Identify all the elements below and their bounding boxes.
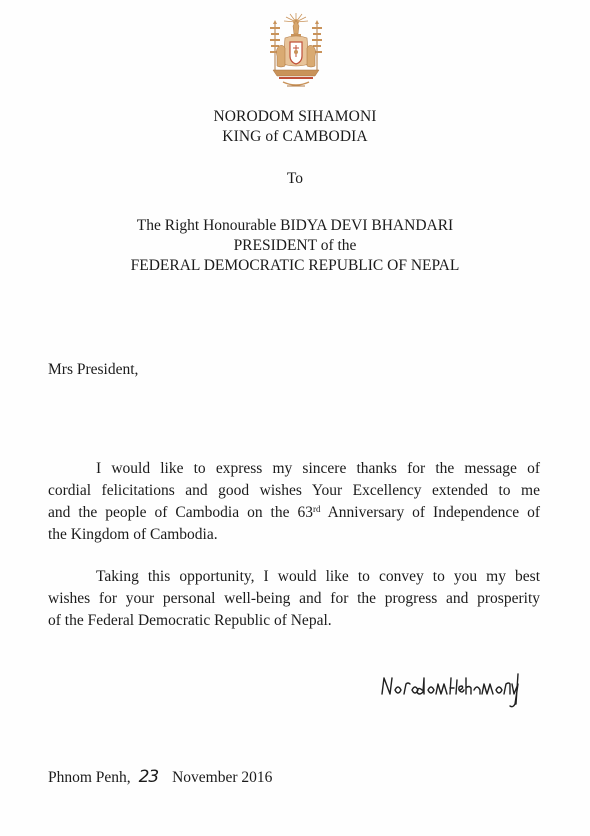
to-word: To <box>286 170 304 187</box>
sender-name: NORODOM SIHAMONI <box>213 108 377 125</box>
ordinal-suffix: rd <box>312 504 321 514</box>
recipient-country-line: FEDERAL DEMOCRATIC REPUBLIC OF NEPAL <box>130 257 460 274</box>
signature-image <box>378 664 528 710</box>
paragraph-line-text: Taking this opportunity, I would like to convey to you my best <box>96 568 540 585</box>
body-paragraph-2 <box>48 566 540 632</box>
salutation: Mrs President, <box>48 361 139 378</box>
paragraph-line: wishes for your personal well-being and for the progress and prosperity <box>48 590 540 607</box>
paragraph-line <box>48 502 540 524</box>
place-text: Phnom Penh, <box>48 769 131 786</box>
paragraph-line <box>48 458 540 480</box>
paragraph-line <box>48 566 540 588</box>
recipient-title-line: PRESIDENT of the <box>233 237 357 254</box>
closing-line <box>48 766 272 789</box>
paragraph-line: of the Federal Democratic Republic of Nepal. <box>48 612 332 629</box>
paragraph-line: cordial felicitations and good wishes Your Excellency extended to me <box>48 482 540 499</box>
recipient-name-line: The Right Honourable BIDYA DEVI BHANDARI <box>136 217 454 234</box>
sender-title: KING of CAMBODIA <box>222 128 368 145</box>
royal-arms-emblem-icon <box>263 12 329 92</box>
paragraph-line-text: Anniversary of Independence of <box>320 504 540 521</box>
paragraph-line-text: and the people of Cambodia on the 63 <box>48 504 313 521</box>
body-paragraph-1 <box>48 458 540 546</box>
paragraph-line: the Kingdom of Cambodia. <box>48 526 218 543</box>
month-year-text: November 2016 <box>172 769 273 786</box>
handwritten-day: 23 <box>138 767 159 787</box>
paragraph-line-text: I would like to express my sincere thanks for the message of <box>96 460 540 477</box>
